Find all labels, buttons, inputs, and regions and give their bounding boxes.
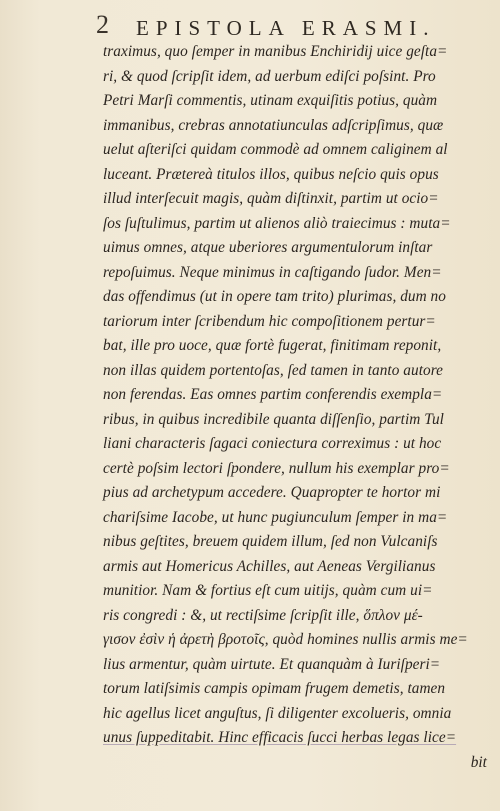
running-head: EPISTOLA ERASMI. [136,16,436,40]
text-line: lius armentur, quàm uirtute. Et quanquàm à Iuriſperi= [103,655,441,673]
text-line: hic agellus licet anguſtus, ſi diligenter excolueris, omnia [103,704,452,722]
text-line: uimus omnes, atque uberiores argumentulorum inſtar [103,239,433,256]
text-line: traximus, quo ſemper in manibus Enchiridij uice geſta= [103,43,448,60]
text-line: immanibus, crebras annotatiunculas adſcripſimus, quæ [103,116,444,134]
text-line: ſos ſuſtulimus, partim ut alienos aliò traiecimus : muta= [103,214,451,232]
text-line: luceant. Prætereà titulos illos, quibus neſcio quis opus [103,165,439,183]
catchword: bit [470,753,487,771]
text-line: ri, & quod ſcripſit idem, ad uerbum ediſci poſsint. Pro [103,67,436,85]
page-header [96,4,488,40]
text-line: illud interſecuit magis, quàm diſtinxit, partim ut ocio= [103,190,439,207]
text-line: armis aut Homericus Achilles, aut Aeneas Vergilianus [103,557,436,575]
text-line: nibus geſtites, breuem quidem illum, ſed non Vulcaniſs [103,533,438,550]
body-text [103,40,487,775]
text-line: munitior. Nam & fortius eſt cum uitijs, quàm cum ui= [103,582,433,599]
text-line: das offendimus (ut in opere tam trito) plurimas, dum no [103,288,446,305]
text-line: repoſuimus. Neque minimus in caſtigando ſudor. Men= [103,263,442,281]
text-line: torum latiſsimis campis opimam frugem demetis, tamen [103,680,446,697]
text-line: non ferendas. Eas omnes partim conferendis exempla= [103,386,443,403]
text-line: Petri Marſi commentis, utinam exquiſitis potius, quàm [103,92,438,109]
page-number: 2 [96,10,109,39]
text-line: ribus, in quibus incredibile quanta diſſenſio, partim Tul [103,410,444,428]
text-line: bat, ille pro uoce, quæ fortè fugerat, finitimam reponit, [103,337,442,354]
text-line: non illas quidem portentoſas, ſed tamen in tanto autore [103,361,443,379]
text-line: chariſsime Iacobe, ut hunc pugiunculum ſemper in ma= [103,508,448,526]
text-line: γισον ἐσὶν ἡ ἀρετὴ βροτοῖς, quòd homines nullis armis me= [103,631,468,648]
text-line: unus ſuppeditabit. Hinc efficacis ſucci herbas legas lice= [103,729,457,746]
text-line: pius ad archetypum accedere. Quapropter te hortor mi [103,484,441,501]
text-line: uelut aſteriſci quidam commodè ad omnem caliginem al [103,141,448,158]
text-line: liani characteris ſagaci coniectura correximus : ut hoc [103,435,442,452]
text-line: tariorum inter ſcribendum hic compoſitionem pertur= [103,312,436,330]
text-line: certè poſsim lectori ſpondere, nullum his exemplar pro= [103,459,450,477]
text-line: ris congredi : &, ut rectiſsime ſcripſit ille, ὅπλον μέ- [103,606,423,624]
